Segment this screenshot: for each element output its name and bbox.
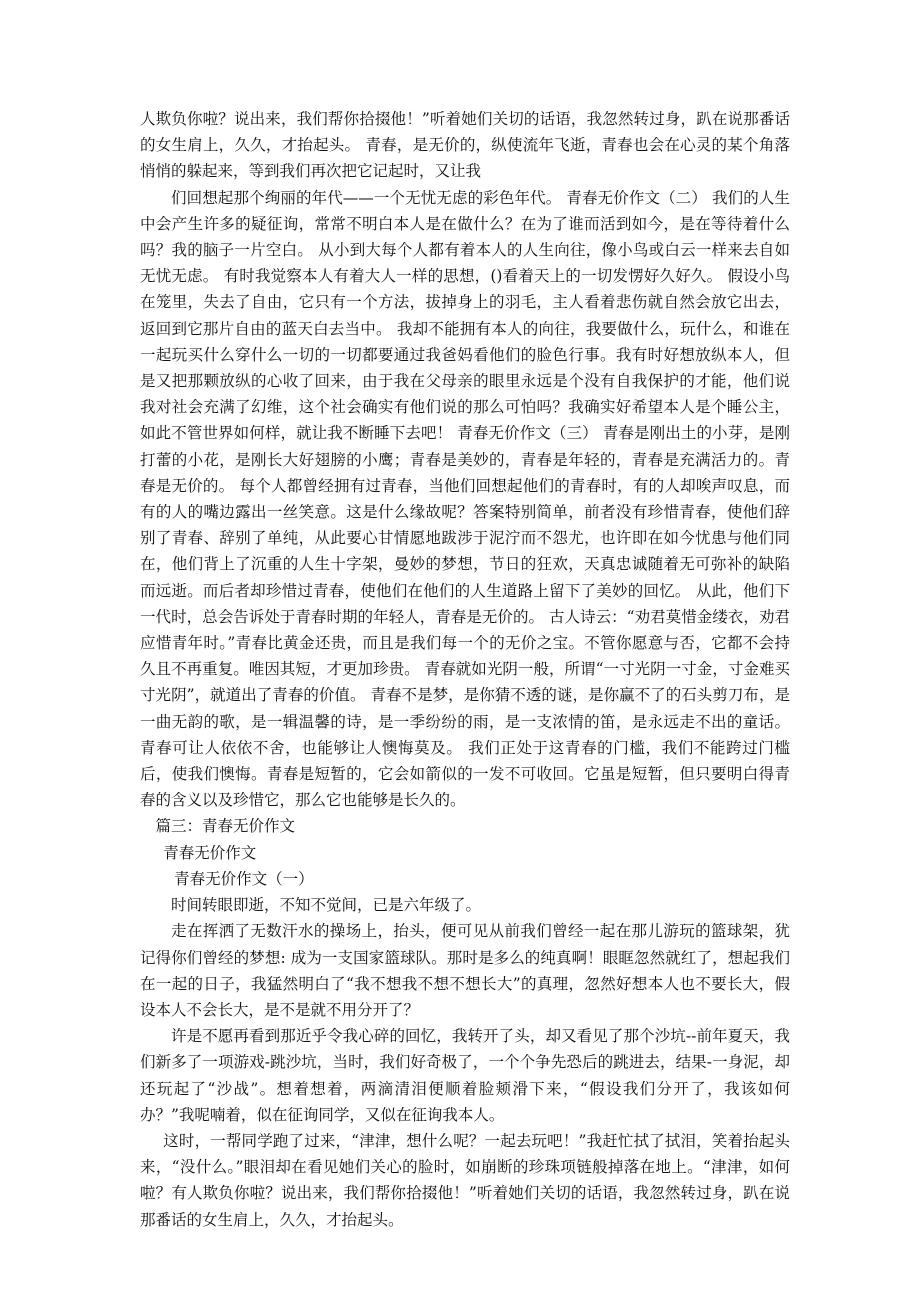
paragraph-essays-two-three: 们回想起那个绚丽的年代——一个无忧无虑的彩色年代。 青春无价作文（二） 我们的人生中会产生许多的疑征询，常常不明白本人是在做什么？在为了谁而活到如今，是在等待着什么吗？我的脑子一片空白。 从小到大每个人都有着本人的人生向往，像小鸟或白云一样来去自如无忧无虑。 有时我觉察本人有着大人一样的思想，()看着天上的一切发愣好久好久。 假设小鸟在笼里，失去了自由，它只有一个方法，拔掉身上的羽毛，主人看着悲伤就自然会放它出去，返回到它那片自由的蓝天白去当中。 我却不能拥有本人的向往，我要做什么，玩什么，和谁在一起玩买什么穿什么一切的一切都要通过我爸妈看他们的脸色行事。我有时好想放纵本人，但是又把那颗放纵的心收了回来，由于我在父母亲的眼里永远是个没有自我保护的才能，他们说我对社会充满了幻维，这个社会确实有他们说的那么可怕吗？我确实好希望本人是个睡公主，如此不管世界如何样，就让我不断睡下去吧！ 青春无价作文（三） 青春是刚出土的小芽，是刚打蕾的小花，是刚长大好翅膀的小鹰；青春是美妙的，青春是年轻的，青春是充满活力的。青春是无价的。 每个人都曾经拥有过青春，当他们回想起他们的青春时，有的人却唉声叹息，而有的人的嘴边露出一丝笑意。这是什么缘故呢？答案特别简单，前者没有珍惜青春，使他们辞别了青春、辞别了单纯，从此要心甘情愿地跋涉于泥泞而不怨尤，也许即在如今忧患与他们同在，他们背上了沉重的人生十字架，曼妙的梦想，节日的狂欢，天真忠诚随着无可弥补的缺陷而远逝。而后者却珍惜过青春，使他们在他们的人生道路上留下了美妙的回忆。 从此，他们下一代时，总会告诉处于青春时期的年轻人，青春是无价的。 古人诗云：“劝君莫惜金缕衣，劝君应惜青年时。”青春比黄金还贵，而且是我们每一个的无价之宝。不管你愿意与否，它都不会持久且不再重复。唯因其短，才更加珍贵。 青春就如光阴一般，所谓“一寸光阴一寸金，寸金难买寸光阴”，就道出了青春的价值。 青春不是梦，是你猜不透的谜，是你赢不了的石头剪刀布，是一曲无韵的歌，是一辑温馨的诗，是一季纷纷的雨，是一支浓情的笛，是永远走不出的童话。青春可让人依依不舍，也能够让人懊悔莫及。 我们正处于这青春的门槛，我们不能跨过门槛后，使我们懊悔。青春是短暂的，它会如箭似的一发不可收回。它虽是短暂，但只要明白得青春的含义以及珍惜它，那么它也能够是长久的。 — [140, 188, 790, 810]
essay-subtitle: 青春无价作文（一） — [174, 869, 314, 888]
paragraph-playground: 走在挥洒了无数汗水的操场上，抬头，便可见从前我们曾经一起在那儿游玩的篮球架，犹记得你们曾经的梦想: 成为一支国家篮球队。那时是多么的纯真啊！眼眶忽然就红了，想起我们在一起的日子，我猛然明白了“我不想我不想不想长大”的真理，忽然好想本人也不要长大，假设本人不会长大，是不是就不用分开了？ — [140, 922, 790, 1019]
paragraph-opening: 时间转眼即逝，不知不觉间，已是六年级了。 — [171, 896, 482, 915]
essay-title: 青春无价作文 — [163, 843, 257, 862]
section-heading: 篇三：青春无价作文 — [155, 817, 296, 836]
paragraph-classmates: 这时，一帮同学跑了过来，“津津，想什么呢？一起去玩吧！”我赶忙拭了拭泪，笑着抬起头来，“没什么。”眼泪却在看见她们关心的脸时，如崩断的珍珠项链般掉落在地上。“津津，如何啦？有人欺负你啦？说出来，我们帮你拾掇他！”听着她们关切的话语，我忽然转过身，趴在说那番话的女生肩上，久久，才抬起头。 — [140, 1131, 790, 1229]
paragraph-continuation: 人欺负你啦？说出来，我们帮你拾掇他！”听着她们关切的话语，我忽然转过身，趴在说那番话的女生肩上，久久，才抬起头。 青春，是无价的，纵使流年飞逝，青春也会在心灵的某个角落悄悄的躲起来，等到我们再次把它记起时，又让我 — [140, 110, 790, 181]
paragraph-sandpit: 许是不愿再看到那近乎令我心碎的回忆，我转开了头，却又看见了那个沙坑--前年夏天，我们新多了一项游戏-跳沙坑，当时，我们好奇极了，一个个争先恐后的跳进去，结果-一身泥，却还玩起了“沙战”。想着想着，两滴清泪便顺着脸颊滑下来，“假设我们分开了，我该如何办？”我呢喃着，似在征询同学，又似在征询我本人。 — [140, 1027, 790, 1124]
document-body — [140, 106, 790, 1233]
